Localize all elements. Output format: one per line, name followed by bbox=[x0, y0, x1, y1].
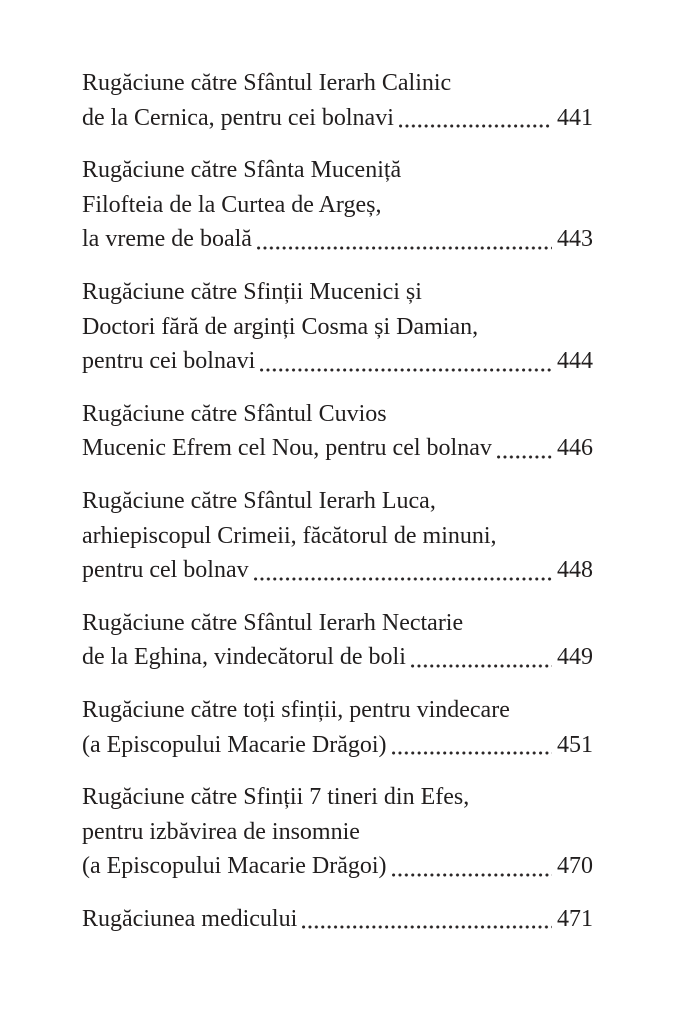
toc-entry-title-line: Rugăciune către Sfântul Ierarh Luca, bbox=[82, 487, 436, 514]
toc-entry-page-line bbox=[82, 849, 593, 884]
toc-entry-title-line: Rugăciune către Sfânta Muceniță bbox=[82, 157, 402, 184]
toc-entry-page-line bbox=[82, 344, 593, 379]
toc-entry-title-line: Rugăciune către toți sfinții, pentru vindecare bbox=[82, 696, 510, 723]
toc-entry bbox=[82, 606, 593, 675]
toc-entry-text: (a Episcopului Macarie Drăgoi) bbox=[82, 731, 387, 758]
dot-leader bbox=[387, 849, 557, 884]
toc-entry-page-line bbox=[82, 553, 593, 588]
page-number: 451 bbox=[557, 731, 593, 758]
toc-entry bbox=[82, 902, 593, 937]
toc-entry bbox=[82, 780, 593, 884]
toc-entry-continuation-line: pentru izbăvirea de insomnie bbox=[82, 818, 360, 845]
toc-entry-text: (a Episcopului Macarie Drăgoi) bbox=[82, 853, 387, 880]
toc-entry-page-line bbox=[82, 222, 593, 257]
toc-entry bbox=[82, 484, 593, 588]
toc-entry-continuation-line: Filofteia de la Curtea de Argeș, bbox=[82, 191, 382, 218]
dot-leader bbox=[387, 728, 557, 763]
toc-entry-continuation-line: arhiepiscopul Crimeii, făcătorul de minuni, bbox=[82, 522, 497, 549]
page-number: 444 bbox=[557, 348, 593, 375]
page-number: 449 bbox=[557, 644, 593, 671]
dot-leader bbox=[492, 431, 557, 466]
toc-entry-title-line: Rugăciune către Sfântul Ierarh Calinic bbox=[82, 70, 452, 96]
toc-entry-page-line bbox=[82, 101, 593, 136]
toc-entry-page-line bbox=[82, 431, 593, 466]
toc-entry bbox=[82, 693, 593, 762]
toc-entry-title-line: Rugăciune către Sfântul Ierarh Nectarie bbox=[82, 609, 464, 636]
toc-entry-text: la vreme de boală bbox=[82, 226, 252, 253]
dot-leader bbox=[406, 640, 557, 675]
toc-entry-text: pentru cei bolnavi bbox=[82, 348, 256, 375]
toc-entry bbox=[82, 275, 593, 379]
toc-entry bbox=[82, 66, 593, 135]
dot-leader bbox=[252, 222, 557, 257]
toc-entry-text: de la Eghina, vindecătorul de boli bbox=[82, 644, 406, 671]
toc-entry bbox=[82, 153, 593, 257]
toc-entry-text: de la Cernica, pentru cei bolnavi bbox=[82, 104, 394, 131]
page-number: 470 bbox=[557, 853, 593, 880]
toc-entry-text: Rugăciunea medicului bbox=[82, 905, 298, 932]
toc-entry-title-line: Rugăciune către Sfinții 7 tineri din Efes, bbox=[82, 784, 470, 811]
page-number: 448 bbox=[557, 557, 593, 584]
page-number: 443 bbox=[557, 226, 593, 253]
toc-entry-text: pentru cel bolnav bbox=[82, 557, 249, 584]
toc-entry-title-line: Rugăciune către Sfinții Mucenici și bbox=[82, 278, 422, 305]
page-number: 446 bbox=[557, 435, 593, 462]
dot-leader bbox=[394, 101, 557, 136]
page-number: 471 bbox=[557, 905, 593, 932]
dot-leader bbox=[297, 902, 557, 937]
toc-entry-page-line bbox=[82, 640, 593, 675]
toc-entry bbox=[82, 397, 593, 466]
dot-leader bbox=[249, 553, 557, 588]
dot-leader bbox=[255, 344, 557, 379]
toc-entry-page-line bbox=[82, 728, 593, 763]
toc-entry-text: Mucenic Efrem cel Nou, pentru cel bolnav bbox=[82, 435, 492, 462]
toc-entry-title-line: Rugăciune către Sfântul Cuvios bbox=[82, 400, 387, 427]
page-number: 441 bbox=[557, 104, 593, 131]
toc-entry-continuation-line: Doctori fără de arginți Cosma și Damian, bbox=[82, 313, 479, 340]
toc-entry-page-line bbox=[82, 902, 593, 937]
